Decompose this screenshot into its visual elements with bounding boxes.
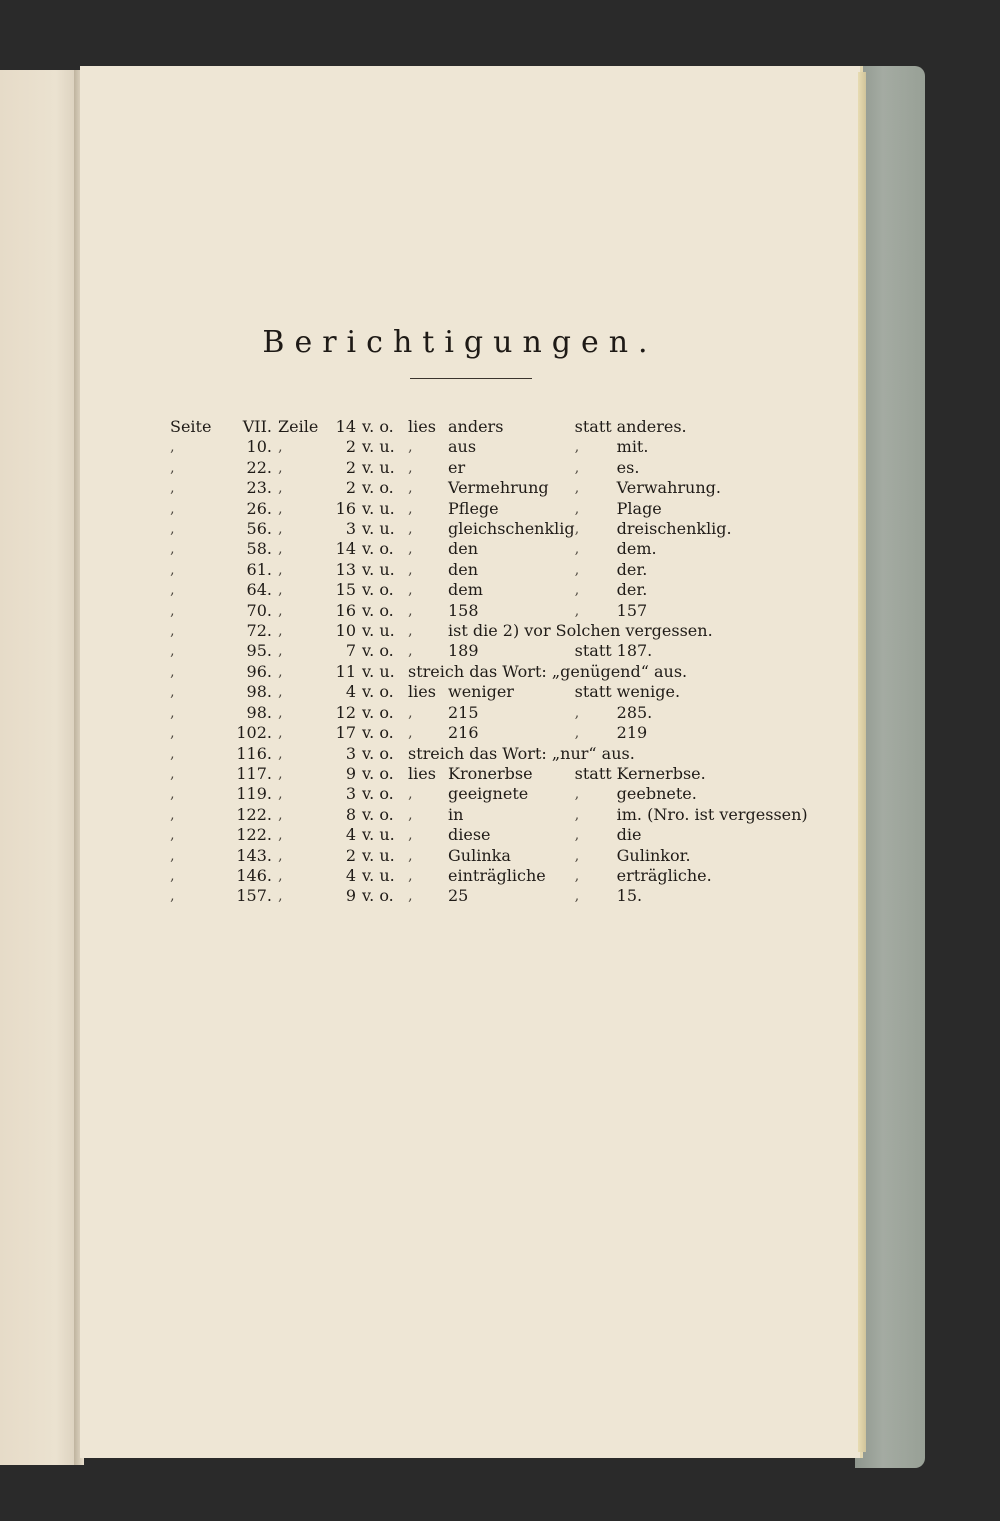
zeile-label: ‚ — [278, 725, 283, 742]
correct-text: 157 — [616, 600, 648, 620]
statt-label: ‚ — [574, 704, 580, 721]
direction: v. u. — [362, 865, 395, 885]
errata-row — [170, 641, 808, 661]
wrong-text: dem — [448, 580, 483, 600]
direction: v. u. — [362, 845, 395, 865]
statt-label: ‚ — [574, 541, 580, 558]
direction: v. o. — [362, 743, 394, 763]
correct-text: im. (Nro. ist vergessen) — [616, 804, 808, 824]
wrong-text: in — [448, 804, 464, 824]
zeile-label: ‚ — [278, 643, 283, 660]
line-number: 2 — [345, 437, 356, 457]
zeile-label: ‚ — [278, 684, 283, 701]
page-number: 116. — [236, 743, 272, 763]
statt-label: statt — [574, 417, 612, 436]
page-edge — [858, 72, 866, 1452]
errata-row — [170, 519, 808, 539]
line-number: 2 — [345, 845, 356, 865]
page-number: 96. — [246, 661, 272, 681]
page-number: 72. — [246, 621, 272, 641]
line-number: 9 — [345, 886, 356, 906]
wrong-text: 158 — [448, 600, 479, 620]
wrong-text: ist die 2) vor Solchen vergessen. — [448, 621, 713, 641]
correct-text: 15. — [616, 886, 643, 906]
wrong-text: einträgliche — [448, 865, 546, 885]
lies-label: ‚ — [408, 643, 413, 660]
seite-label: ‚ — [170, 704, 175, 721]
page-number: 146. — [236, 865, 272, 885]
lies-label: ‚ — [408, 847, 413, 864]
left-page — [0, 70, 80, 1465]
zeile-label: ‚ — [278, 582, 283, 599]
statt-label: statt — [574, 763, 612, 783]
direction: v. o. — [362, 784, 394, 804]
line-number: 17 — [335, 723, 356, 743]
wrong-text: 25 — [448, 886, 469, 906]
zeile-label: ‚ — [278, 888, 283, 905]
lies-label: lies — [408, 417, 436, 436]
wrong-text: Vermehrung — [448, 478, 549, 498]
seite-label: ‚ — [170, 786, 175, 803]
lies-label: ‚ — [408, 623, 413, 640]
errata-row — [170, 662, 808, 682]
direction: v. u. — [362, 559, 395, 579]
direction: v. o. — [362, 702, 394, 722]
seite-label: Seite — [170, 417, 212, 436]
seite-label: ‚ — [170, 439, 175, 456]
page-number: 58. — [246, 539, 272, 559]
line-number: 10 — [335, 621, 356, 641]
lies-label: ‚ — [408, 541, 413, 558]
wrong-text: den — [448, 559, 479, 579]
seite-label: ‚ — [170, 663, 175, 680]
seite-label: ‚ — [170, 459, 175, 476]
page-number: 10. — [246, 437, 272, 457]
wrong-text: Kronerbse — [448, 763, 533, 783]
correct-text: dreischenklig. — [616, 519, 732, 539]
statt-label: ‚ — [574, 602, 580, 619]
zeile-label: ‚ — [278, 541, 283, 558]
zeile-label: ‚ — [278, 623, 283, 640]
correct-text: die — [616, 825, 642, 845]
wrong-text: 189 — [448, 641, 479, 661]
seite-label: ‚ — [170, 521, 175, 538]
statt-label: ‚ — [574, 561, 580, 578]
statt-label: ‚ — [574, 582, 580, 599]
line-number: 14 — [335, 539, 356, 559]
correct-text: es. — [616, 457, 640, 477]
page-number: 64. — [246, 580, 272, 600]
line-number: 7 — [345, 641, 356, 661]
direction: v. o. — [362, 580, 394, 600]
wrong-text: Pflege — [448, 498, 499, 518]
correct-text: wenige. — [616, 682, 681, 702]
statt-label: ‚ — [574, 459, 580, 476]
direction: v. o. — [362, 600, 394, 620]
page-title: Berichtigungen. — [262, 325, 658, 360]
correct-text: Plage — [616, 498, 662, 518]
errata-row — [170, 499, 808, 519]
correct-text: Kernerbse. — [616, 763, 706, 783]
lies-label: ‚ — [408, 439, 413, 456]
errata-row — [170, 601, 808, 621]
page-number: VII. — [242, 417, 272, 436]
errata-row — [170, 764, 808, 784]
page-number: 22. — [246, 457, 272, 477]
errata-row — [170, 805, 808, 825]
wrong-text: er — [448, 457, 466, 477]
errata-row — [170, 703, 808, 723]
zeile-label: ‚ — [278, 439, 283, 456]
zeile-label: ‚ — [278, 806, 283, 823]
zeile-label: ‚ — [278, 480, 283, 497]
page-number: 157. — [236, 886, 272, 906]
seite-label: ‚ — [170, 561, 175, 578]
page-number: 98. — [246, 702, 272, 722]
zeile-label: Zeile — [278, 417, 319, 436]
statt-label: ‚ — [574, 725, 580, 742]
page-number: 70. — [246, 600, 272, 620]
statt-label: statt — [574, 641, 612, 661]
errata-row — [170, 621, 808, 641]
wrong-text: gleichschenklig — [448, 519, 575, 539]
seite-label: ‚ — [170, 623, 175, 640]
seite-label: ‚ — [170, 541, 175, 558]
lies-label: ‚ — [408, 602, 413, 619]
line-number: 8 — [345, 804, 356, 824]
statt-label: ‚ — [574, 867, 580, 884]
page-number: 95. — [246, 641, 272, 661]
zeile-label: ‚ — [278, 765, 283, 782]
lies-label: ‚ — [408, 888, 413, 905]
line-number: 13 — [335, 559, 356, 579]
line-number: 14 — [335, 417, 356, 436]
seite-label: ‚ — [170, 867, 175, 884]
lies-label: ‚ — [408, 561, 413, 578]
wrong-text: streich das Wort: „genügend“ aus. — [408, 661, 688, 681]
errata-row — [170, 417, 808, 437]
lies-label: ‚ — [408, 521, 413, 538]
lies-label: lies — [408, 682, 436, 702]
lies-label: ‚ — [408, 704, 413, 721]
direction: v. u. — [362, 457, 395, 477]
errata-row — [170, 539, 808, 559]
line-number: 11 — [335, 661, 356, 681]
direction: v. o. — [362, 886, 394, 906]
correct-text: dem. — [616, 539, 657, 559]
statt-label: ‚ — [574, 806, 580, 823]
errata-row — [170, 846, 808, 866]
zeile-label: ‚ — [278, 500, 283, 517]
direction: v. u. — [362, 437, 395, 457]
lies-label: ‚ — [408, 827, 413, 844]
line-number: 3 — [345, 784, 356, 804]
wrong-text: geeignete — [448, 784, 529, 804]
statt-label: ‚ — [574, 521, 580, 538]
line-number: 4 — [345, 682, 356, 702]
lies-label: ‚ — [408, 480, 413, 497]
zeile-label: ‚ — [278, 561, 283, 578]
errata-row — [170, 744, 808, 764]
seite-label: ‚ — [170, 827, 175, 844]
correct-text: der. — [616, 559, 648, 579]
direction: v. u. — [362, 825, 395, 845]
wrong-text: den — [448, 539, 479, 559]
correct-text: mit. — [616, 437, 649, 457]
page-number: 122. — [236, 825, 272, 845]
line-number: 3 — [345, 743, 356, 763]
correct-text: erträgliche. — [616, 865, 712, 885]
zeile-label: ‚ — [278, 827, 283, 844]
statt-label: ‚ — [574, 480, 580, 497]
line-number: 9 — [345, 763, 356, 783]
errata-row — [170, 458, 808, 478]
zeile-label: ‚ — [278, 663, 283, 680]
wrong-text: diese — [448, 825, 491, 845]
wrong-text: weniger — [448, 682, 514, 702]
correct-text: 187. — [616, 641, 653, 661]
page-number: 61. — [246, 559, 272, 579]
line-number: 12 — [335, 702, 356, 722]
direction: v. o. — [362, 763, 394, 783]
line-number: 4 — [345, 825, 356, 845]
line-number: 3 — [345, 519, 356, 539]
zeile-label: ‚ — [278, 745, 283, 762]
errata-row — [170, 784, 808, 804]
errata-row — [170, 866, 808, 886]
seite-label: ‚ — [170, 582, 175, 599]
seite-label: ‚ — [170, 847, 175, 864]
correct-text: der. — [616, 580, 648, 600]
seite-label: ‚ — [170, 888, 175, 905]
errata-body — [170, 417, 808, 907]
seite-label: ‚ — [170, 745, 175, 762]
errata-row — [170, 825, 808, 845]
lies-label: ‚ — [408, 582, 413, 599]
wrong-text: 215 — [448, 702, 479, 722]
errata-row — [170, 560, 808, 580]
statt-label: statt — [574, 682, 612, 702]
page-number: 56. — [246, 519, 272, 539]
page-number: 98. — [246, 682, 272, 702]
lies-label: ‚ — [408, 806, 413, 823]
wrong-text: 216 — [448, 723, 479, 743]
errata-row — [170, 437, 808, 457]
zeile-label: ‚ — [278, 704, 283, 721]
correct-text: 219 — [616, 723, 648, 743]
wrong-text: aus — [448, 437, 477, 457]
direction: v. u. — [362, 498, 395, 518]
seite-label: ‚ — [170, 725, 175, 742]
wrong-text: Gulinka — [448, 845, 511, 865]
wrong-text: anders — [448, 417, 504, 436]
statt-label: ‚ — [574, 827, 580, 844]
correct-text: 285. — [616, 702, 653, 722]
wrong-text: streich das Wort: „nur“ aus. — [408, 743, 635, 763]
page-number: 23. — [246, 478, 272, 498]
seite-label: ‚ — [170, 602, 175, 619]
lies-label: ‚ — [408, 786, 413, 803]
line-number: 16 — [335, 498, 356, 518]
errata-row — [170, 478, 808, 498]
seite-label: ‚ — [170, 765, 175, 782]
page-number: 26. — [246, 498, 272, 518]
page-number: 119. — [236, 784, 272, 804]
direction: v. o. — [362, 478, 394, 498]
page-number: 122. — [236, 804, 272, 824]
zeile-label: ‚ — [278, 786, 283, 803]
lies-label: ‚ — [408, 867, 413, 884]
lies-label: lies — [408, 763, 436, 783]
seite-label: ‚ — [170, 500, 175, 517]
seite-label: ‚ — [170, 684, 175, 701]
line-number: 2 — [345, 478, 356, 498]
page-number: 143. — [236, 845, 272, 865]
zeile-label: ‚ — [278, 459, 283, 476]
zeile-label: ‚ — [278, 521, 283, 538]
line-number: 2 — [345, 457, 356, 477]
page-number: 117. — [236, 763, 272, 783]
correct-text: anderes. — [616, 417, 687, 436]
direction: v. o. — [362, 723, 394, 743]
lies-label: ‚ — [408, 459, 413, 476]
statt-label: ‚ — [574, 439, 580, 456]
direction: v. o. — [362, 682, 394, 702]
correct-text: Gulinkor. — [616, 845, 691, 865]
line-number: 15 — [335, 580, 356, 600]
page-number: 102. — [236, 723, 272, 743]
seite-label: ‚ — [170, 480, 175, 497]
errata-row — [170, 886, 808, 906]
zeile-label: ‚ — [278, 602, 283, 619]
direction: v. u. — [362, 621, 395, 641]
statt-label: ‚ — [574, 786, 580, 803]
direction: v. o. — [362, 417, 394, 436]
zeile-label: ‚ — [278, 867, 283, 884]
line-number: 4 — [345, 865, 356, 885]
statt-label: ‚ — [574, 847, 580, 864]
direction: v. o. — [362, 804, 394, 824]
title-rule — [410, 378, 532, 379]
statt-label: ‚ — [574, 888, 580, 905]
errata-row — [170, 580, 808, 600]
errata-row — [170, 682, 808, 702]
direction: v. o. — [362, 641, 394, 661]
line-number: 16 — [335, 600, 356, 620]
seite-label: ‚ — [170, 643, 175, 660]
direction: v. u. — [362, 661, 395, 681]
statt-label: ‚ — [574, 500, 580, 517]
errata-table — [170, 417, 808, 907]
correct-text: Verwahrung. — [616, 478, 721, 498]
zeile-label: ‚ — [278, 847, 283, 864]
correct-text: geebnete. — [616, 784, 697, 804]
direction: v. o. — [362, 539, 394, 559]
lies-label: ‚ — [408, 725, 413, 742]
lies-label: ‚ — [408, 500, 413, 517]
direction: v. u. — [362, 519, 395, 539]
errata-row — [170, 723, 808, 743]
seite-label: ‚ — [170, 806, 175, 823]
